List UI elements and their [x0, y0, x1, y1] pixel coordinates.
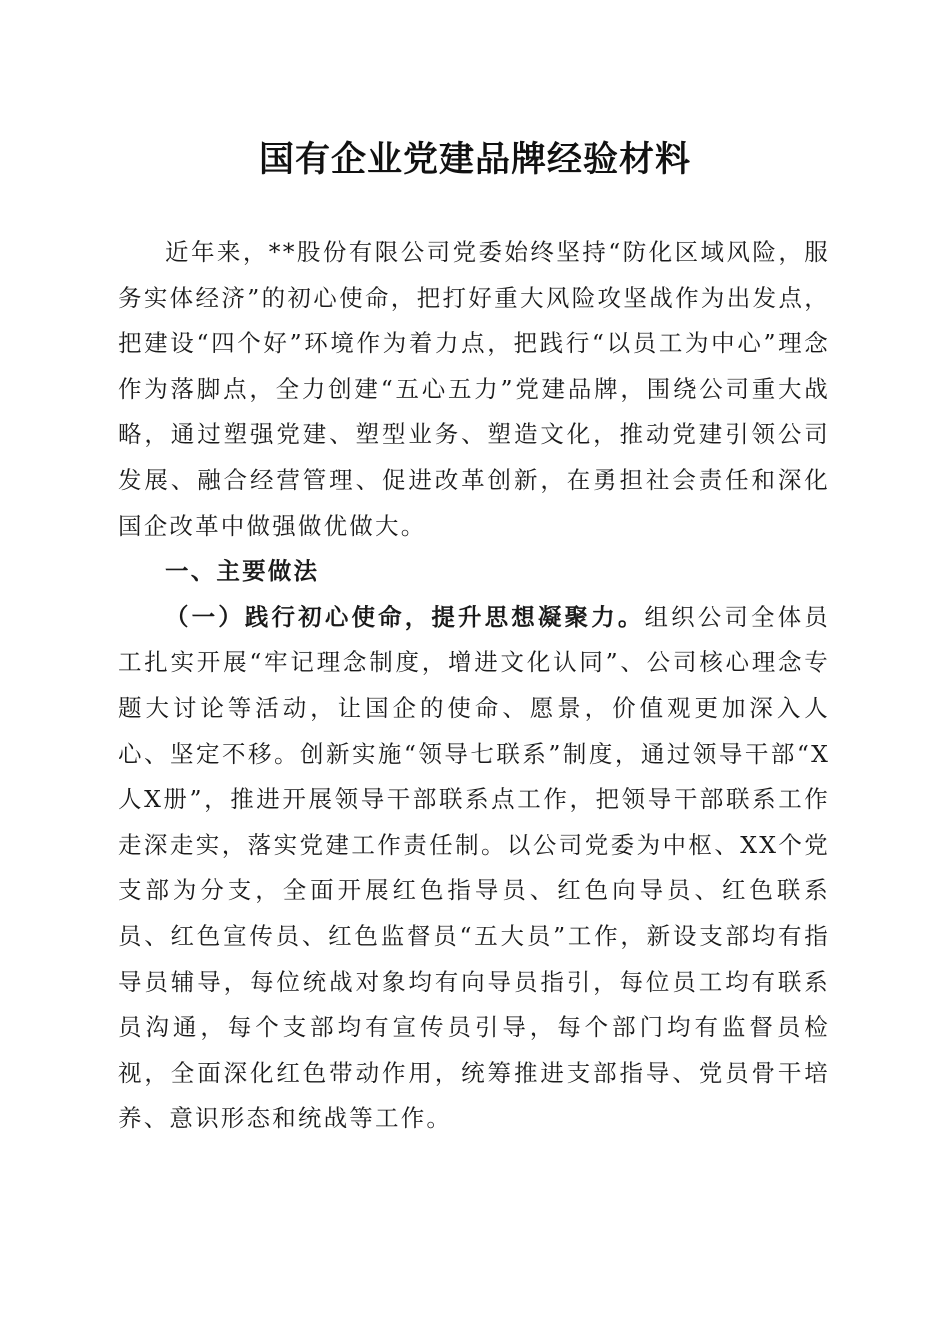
- subsection-paragraph: [118, 595, 830, 1142]
- document-title: 国有企业党建品牌经验材料: [258, 139, 691, 180]
- section-heading: 一、主要做法: [165, 557, 320, 586]
- subsection-body: 组织公司全体员工扎实开展“牢记理念制度，增进文化认同”、公司核心理念专题大讨论等活动，让国企的使命、愿景，价值观更加深入人心、坚定不移。创新实施“领导七联系”制度，通过领导干部“X人X册”，推进开展领导干部联系点工作，把领导干部联系工作走深走实，落实党建工作责任制。以公司党委为中枢、XX个党支部为分支，全面开展红色指导员、红色向导员、红色联系员、红色宣传员、红色监督员“五大员”工作，新设支部均有指导员辅导，每位统战对象均有向导员指引，每位员工均有联系员沟通，每个支部均有宣传员引导，每个部门均有监督员检视，全面深化红色带动作用，统筹推进支部指导、党员骨干培养、意识形态和统战等工作。: [118, 602, 830, 1133]
- document-body: [118, 230, 830, 1142]
- intro-paragraph: 近年来，**股份有限公司党委始终坚持“防化区域风险，服务实体经济”的初心使命，把打好重大风险攻坚战作为出发点，把建设“四个好”环境作为着力点，把践行“以员工为中心”理念作为落脚点，全力创建“五心五力”党建品牌，围绕公司重大战略，通过塑强党建、塑型业务、塑造文化，推动党建引领公司发展、融合经营管理、促进改革创新，在勇担社会责任和深化国企改革中做强做优做大。: [118, 238, 830, 540]
- subsection-lead: （一）践行初心使命，提升思想凝聚力。: [165, 602, 645, 631]
